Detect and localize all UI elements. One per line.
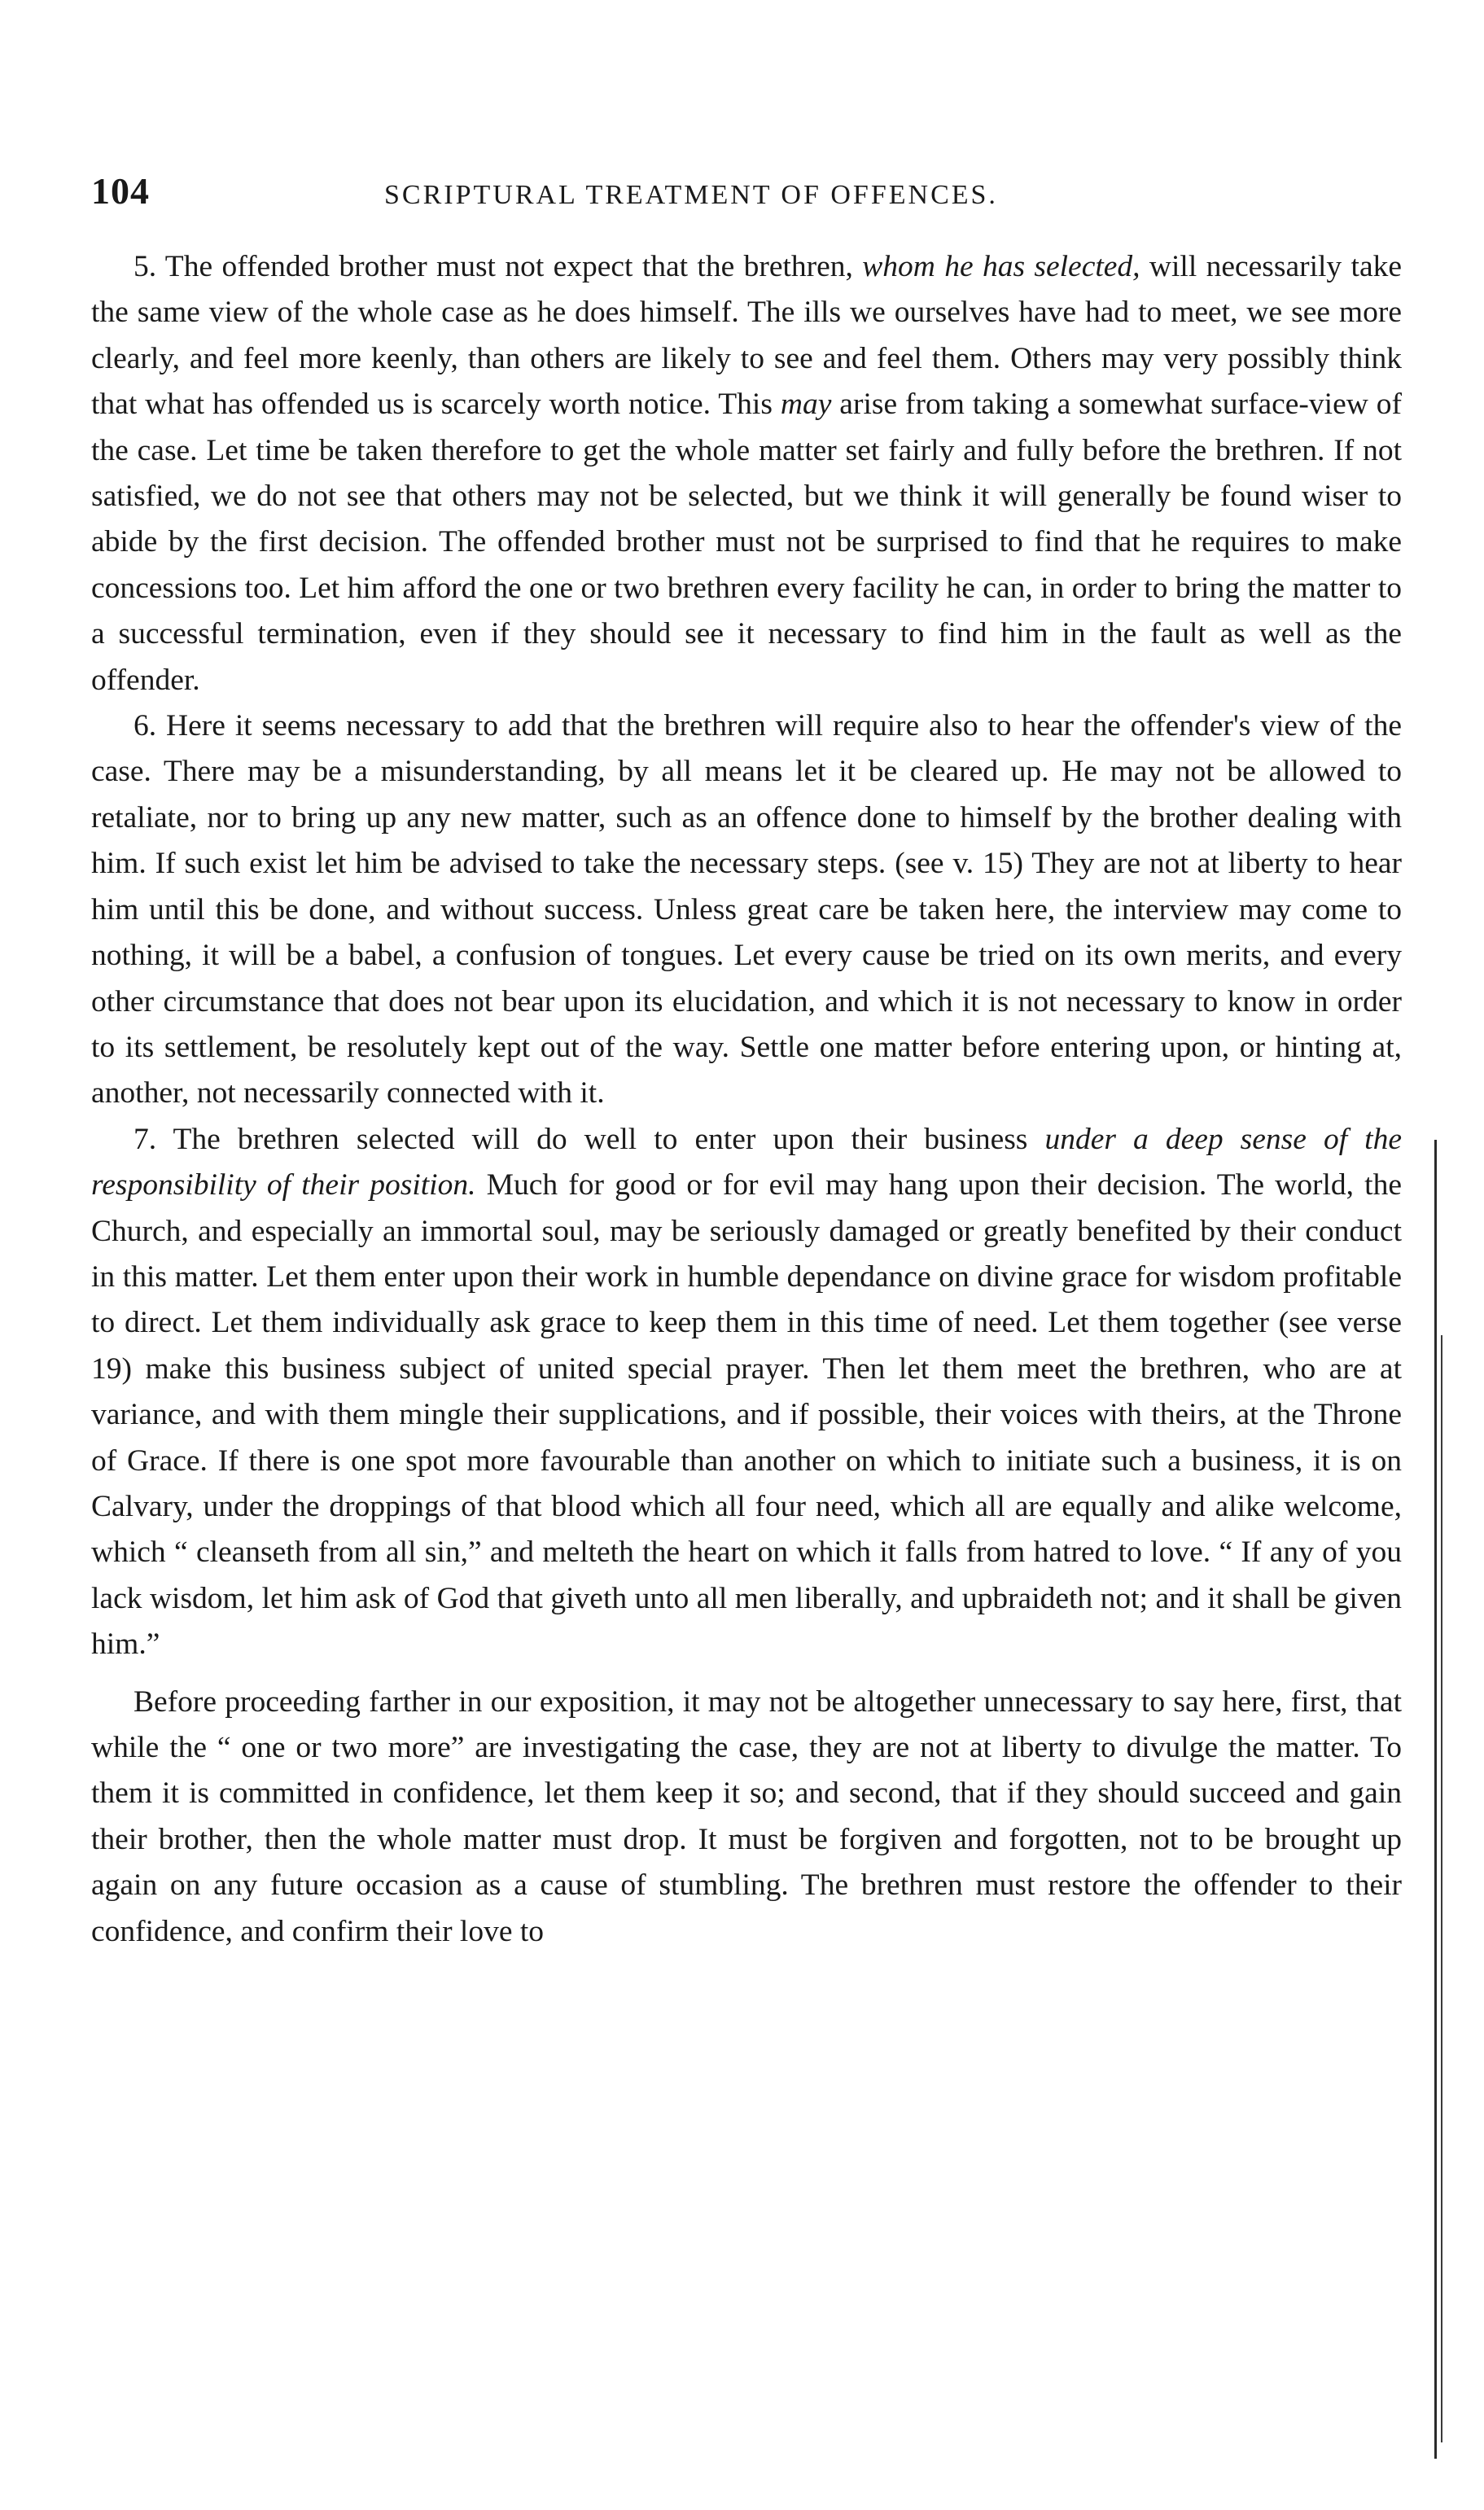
- body-text: [91, 244, 1402, 1955]
- paragraph-7: [91, 1117, 1402, 1668]
- text-segment: The offended brother must not expect that the brethren,: [156, 250, 863, 283]
- running-title: SCRIPTURAL TREATMENT OF OFFENCES.: [384, 180, 998, 210]
- italic-text-segment: under a deep sense of the responsibility of their position.: [91, 1122, 1402, 1202]
- paragraph-continuation: [91, 1680, 1402, 1955]
- page-number: 104: [91, 170, 150, 212]
- text-segment: arise from taking a somewhat surface-view of the case. Let time be taken therefore to get the whole matter set fairly and fully before the brethren. If not satisfied, we do not see that others may not be selected, but we think it will generally be found wiser to abide by the first decision. The offended brother must not be surprised to find that he requires to make concessions too. Let him afford the one or two brethren every facility he can, in order to bring the matter to a successful termination, even if they should see it necessary to find him in the fault as well as the offender.: [91, 388, 1402, 697]
- text-segment: Before proceeding farther in our exposition, it may not be altogether unnecessary to say here, first, that while the “ one or two more” are investigating the case, they are not at liberty to divulge the matter. To them it is committed in confidence, let them keep it so; and second, that if they should succeed and gain their brother, then the whole matter must drop. It must be forgiven and forgotten, not to be brought up again on any future occasion as a cause of stumbling. The brethren must restore the offender to their confidence, and confirm their love to: [91, 1684, 1402, 1948]
- italic-text-segment: whom he has selected,: [862, 250, 1140, 283]
- margin-scan-edge: [1441, 1335, 1442, 2442]
- text-segment: Here it seems necessary to add that the brethren will require also to hear the offender's view of the case. There may be a misunderstanding, by all means let it be cleared up. He may not be allowed to retaliate, nor to bring up any new matter, such as an offence done to himself by the brother dealing with him. If such exist let him be advised to take the necessary steps. (see v. 15) They are not at liberty to hear him until this be done, and without success. Unless great care be taken here, the interview may come to nothing, it will be a babel, a confusion of tongues. Let every cause be tried on its own merits, and every other circumstance that does not bear upon its elucidation, and which it is not necessary to know in order to its settlement, be resolutely kept out of the way. Settle one matter before entering upon, or hinting at, another, not necessarily connected with it.: [91, 709, 1402, 1110]
- paragraph-5: [91, 244, 1402, 703]
- text-segment: will necessarily take the same view of the whole case as he does himself. The ills we ourselves have had to meet, we see more clearly, and feel more keenly, than others are likely to see and feel them. Others may very possibly think that what has offended us is scarcely worth notice. This: [91, 250, 1403, 422]
- italic-text-segment: may: [780, 388, 832, 422]
- paragraph-number: 7.: [134, 1122, 157, 1156]
- paragraph-number: 6.: [134, 709, 157, 743]
- text-segment: Much for good or for evil may hang upon their decision. The world, the Church, and especially an immortal soul, may be seriously damaged or greatly benefited by their conduct in this matter. Let them enter upon their work in humble dependance on divine grace for wisdom profitable to direct. Let them individually ask grace to keep them in this time of need. Let them together (see verse 19) make this business subject of united special prayer. Then let them meet the brethren, who are at variance, and with them mingle their supplications, and if possible, their voices with theirs, at the Throne of Grace. If there is one spot more favourable than another on which to initiate such a business, it is on Calvary, under the droppings of that blood which all four need, which all are equally and alike welcome, which “ cleanseth from all sin,” and melteth the heart on which it falls from hatred to love. “ If any of you lack wisdom, let him ask of God that giveth unto all men liberally, and upbraideth not; and it shall be given him.”: [91, 1168, 1402, 1662]
- page-header: [91, 167, 1410, 224]
- margin-scan-edge: [1434, 1140, 1437, 2459]
- text-segment: The brethren selected will do well to enter upon their business: [156, 1122, 1045, 1156]
- paragraph-number: 5.: [134, 250, 157, 283]
- paragraph-6: [91, 703, 1402, 1117]
